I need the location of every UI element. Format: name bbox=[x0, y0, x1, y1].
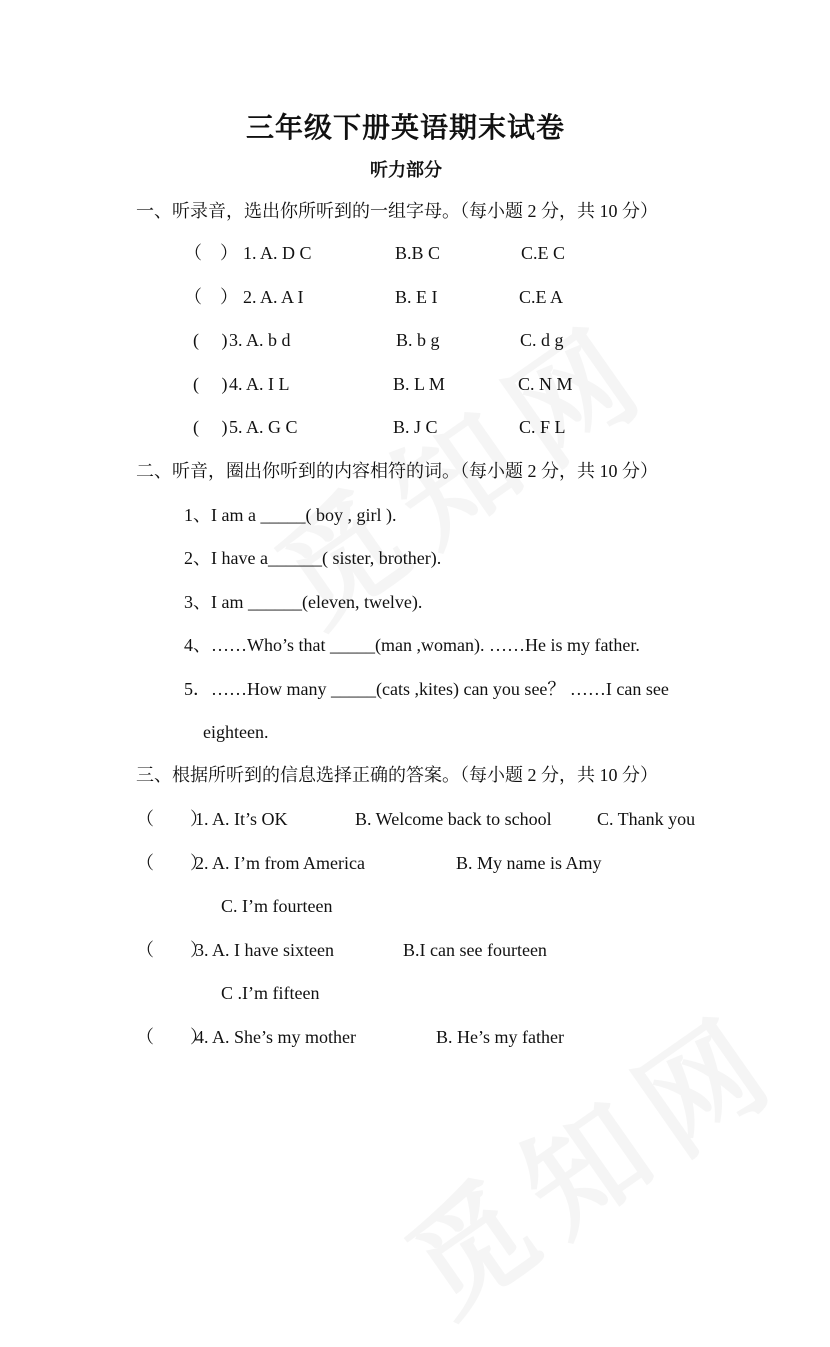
s2-item-2: 2、I have a______( sister, brother). bbox=[184, 548, 442, 568]
s3-q3-paren: （ ） bbox=[136, 940, 208, 960]
s1-q5-option-c: C. F L bbox=[519, 417, 566, 437]
s1-q5-paren: ( ) bbox=[193, 417, 228, 437]
s1-q3-option-b: B. b g bbox=[396, 330, 440, 350]
s1-q1-option-a: 1. A. D C bbox=[243, 243, 312, 263]
s1-q1-option-c: C.E C bbox=[521, 243, 566, 263]
s1-q3-paren: ( ) bbox=[193, 330, 228, 350]
s1-q4-option-a: 4. A. I L bbox=[229, 374, 290, 394]
s1-q3-option-c: C. d g bbox=[520, 330, 564, 350]
s2-item-5-continued: eighteen. bbox=[203, 722, 269, 742]
section-subtitle: 听力部分 bbox=[370, 160, 442, 180]
s1-q4-option-b: B. L M bbox=[393, 374, 445, 394]
s3-q1-paren: （ ） bbox=[136, 809, 208, 829]
s2-item-3: 3、I am ______(eleven, twelve). bbox=[184, 592, 423, 612]
s1-q4-option-c: C. N M bbox=[518, 374, 573, 394]
s2-item-4: 4、……Who’s that _____(man ,woman). ……He is my father. bbox=[184, 635, 640, 655]
s3-q3-option-a: 3. A. I have sixteen bbox=[195, 940, 334, 960]
s3-q3-option-c: C .I’m fifteen bbox=[221, 983, 320, 1003]
s1-q2-option-a: 2. A. A I bbox=[243, 287, 304, 307]
s1-q2-option-b: B. E I bbox=[395, 287, 438, 307]
s3-q1-option-a: 1. A. It’s OK bbox=[195, 809, 288, 829]
s1-q3-option-a: 3. A. b d bbox=[229, 330, 291, 350]
s1-q1-paren: （ ） bbox=[184, 243, 238, 263]
s3-q4-paren: （ ） bbox=[136, 1027, 208, 1047]
s3-q4-option-b: B. He’s my father bbox=[436, 1027, 564, 1047]
s3-q4-option-a: 4. A. She’s my mother bbox=[195, 1027, 356, 1047]
s3-q2-option-b: B. My name is Amy bbox=[456, 853, 602, 873]
watermark-bottom bbox=[369, 965, 812, 1347]
s3-q2-option-c: C. I’m fourteen bbox=[221, 896, 333, 916]
section1-heading: 一、听录音，选出你所听到的一组字母。（每小题 2 分，共 10 分） bbox=[136, 201, 658, 221]
section3-heading: 三、根据所听到的信息选择正确的答案。（每小题 2 分，共 10 分） bbox=[136, 765, 658, 785]
s2-item-5: 5．……How many _____(cats ,kites) can you see？ ……I can see bbox=[184, 679, 669, 699]
s1-q1-option-b: B.B C bbox=[395, 243, 441, 263]
s1-q4-paren: ( ) bbox=[193, 374, 228, 394]
s3-q2-paren: （ ） bbox=[136, 853, 208, 873]
s3-q3-option-b: B.I can see fourteen bbox=[403, 940, 547, 960]
s3-q2-option-a: 2. A. I’m from America bbox=[195, 853, 365, 873]
s1-q5-option-a: 5. A. G C bbox=[229, 417, 298, 437]
s2-item-1: 1、I am a _____( boy , girl ). bbox=[184, 505, 397, 525]
s3-q1-option-b: B. Welcome back to school bbox=[355, 809, 552, 829]
section2-heading: 二、听音，圈出你听到的内容相符的词。（每小题 2 分，共 10 分） bbox=[136, 461, 658, 481]
s1-q2-option-c: C.E A bbox=[519, 287, 564, 307]
s1-q5-option-b: B. J C bbox=[393, 417, 438, 437]
s3-q1-option-c: C. Thank you bbox=[597, 809, 696, 829]
page-title: 三年级下册英语期末试卷 bbox=[246, 113, 566, 144]
s1-q2-paren: （ ） bbox=[184, 287, 238, 307]
